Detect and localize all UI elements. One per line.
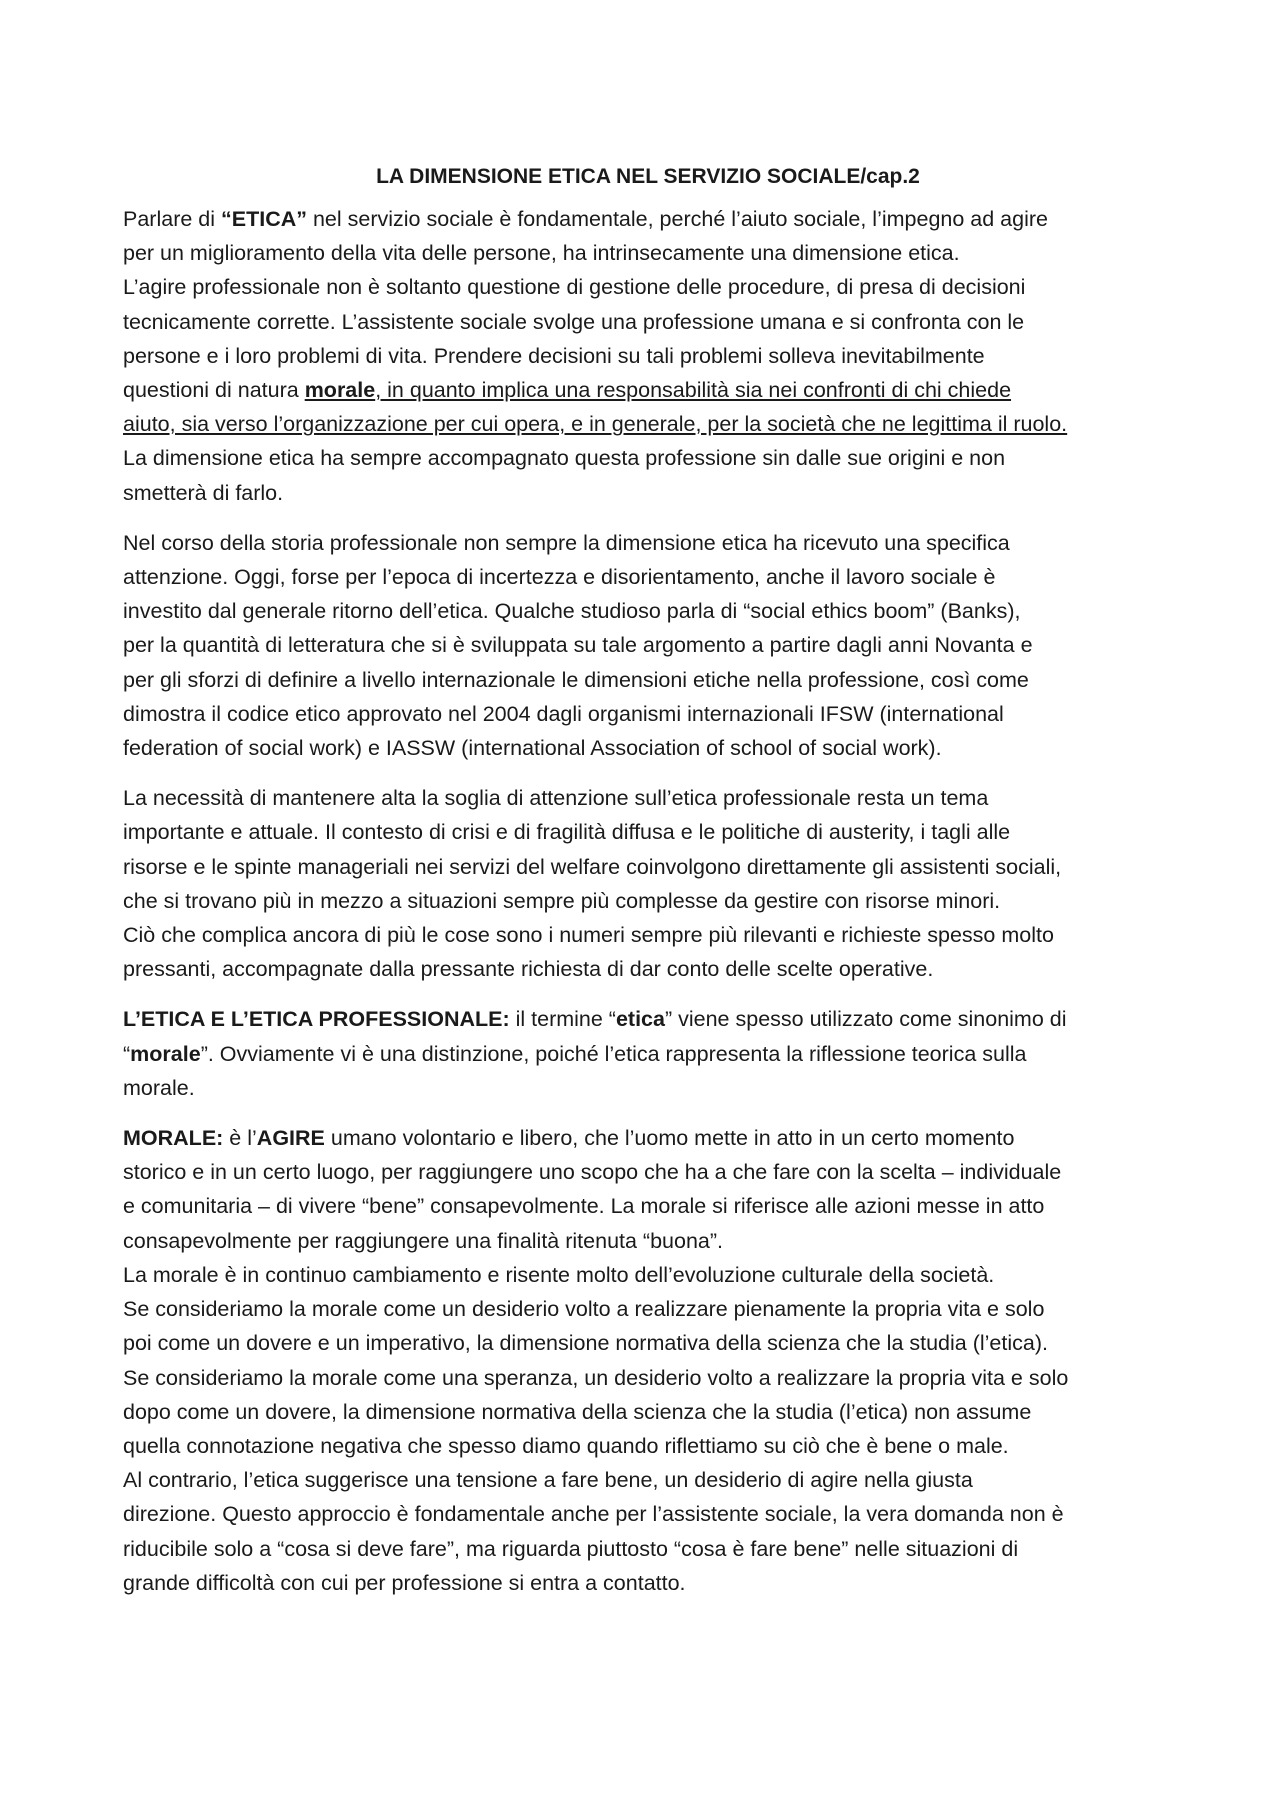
text-line: riducibile solo a “cosa si deve fare”, ma riguarda piuttosto “cosa è fare bene” nelle situazioni di: [123, 1536, 1019, 1561]
text-line: per la quantità di letteratura che si è sviluppata su tale argomento a partire dagli anni Novanta e: [123, 633, 1033, 658]
text-line: pressanti, accompagnate dalla pressante richiesta di dar conto delle scelte operative.: [123, 957, 934, 982]
underlined-text: [305, 378, 1011, 402]
text-line: Ciò che complica ancora di più le cose sono i numeri sempre più rilevanti e richieste spesso molto: [123, 923, 1054, 948]
text-line: La dimensione etica ha sempre accompagnato questa professione sin dalle sue origini e non: [123, 446, 1006, 471]
text-line: investito dal generale ritorno dell’etica. Qualche studioso parla di “social ethics boom” (Banks),: [123, 599, 1021, 624]
text-line: tecnicamente corrette. L’assistente sociale svolge una professione umana e si confronta con le: [123, 309, 1025, 334]
text-line: risorse e le spinte manageriali nei servizi del welfare coinvolgono direttamente gli assistenti sociali,: [123, 854, 1062, 879]
paragraph-necessita-attenzione: [123, 781, 1173, 986]
text-line: dopo come un dovere, la dimensione normativa della scienza che la studia (l’etica) non assume: [123, 1399, 1032, 1424]
text-line: [123, 407, 1173, 441]
paragraph-storia-professionale: [123, 526, 1173, 765]
text-line: dimostra il codice etico approvato nel 2004 dagli organismi internazionali IFSW (international: [123, 701, 1004, 726]
bold-term-etica: etica: [615, 1007, 665, 1032]
text-line: che si trovano più in mezzo a situazioni sempre più complesse da gestire con risorse minori.: [123, 888, 1001, 913]
text-line: morale.: [123, 1075, 195, 1100]
text-line: storico e in un certo luogo, per raggiungere uno scopo che ha a che fare con la scelta – individuale: [123, 1160, 1062, 1185]
text-line: grande difficoltà con cui per professione si entra a contatto.: [123, 1570, 686, 1595]
text-line: [123, 202, 1173, 236]
text-line: e comunitaria – di vivere “bene” consapevolmente. La morale si riferisce alle azioni messe in atto: [123, 1194, 1045, 1219]
text-line: direzione. Questo approccio è fondamentale anche per l’assistente sociale, la vera domanda non è: [123, 1502, 1064, 1527]
section-heading: L’ETICA E L’ETICA PROFESSIONALE:: [123, 1007, 510, 1032]
document-title: LA DIMENSIONE ETICA NEL SERVIZIO SOCIALE/cap.2: [376, 165, 920, 188]
text-line: attenzione. Oggi, forse per l’epoca di incertezza e disorientamento, anche il lavoro sociale è: [123, 565, 996, 590]
paragraph-etica-professionale: [123, 1002, 1173, 1105]
text-line: La necessità di mantenere alta la soglia di attenzione sull’etica professionale resta un tema: [123, 786, 989, 811]
text-run: “: [123, 1041, 131, 1066]
text-run: il termine “: [509, 1007, 616, 1032]
text-line: per gli sforzi di definire a livello internazionale le dimensioni etiche nella professione, così come: [123, 667, 1029, 692]
text-run: è l’: [223, 1126, 257, 1151]
bold-term-morale: morale: [130, 1041, 201, 1066]
text-run: questioni di natura: [123, 378, 305, 403]
text-run: ” viene spesso utilizzato come sinonimo di: [664, 1007, 1067, 1032]
text-line: Se consideriamo la morale come una speranza, un desiderio volto a realizzare la propria vita e solo: [123, 1365, 1069, 1390]
text-line: persone e i loro problemi di vita. Prendere decisioni su tali problemi solleva inevitabilmente: [123, 343, 985, 368]
text-line: federation of social work) e IASSW (international Association of school of social work).: [123, 736, 942, 761]
text-line: La morale è in continuo cambiamento e risente molto dell’evoluzione culturale della società.: [123, 1262, 995, 1287]
text-line: [123, 1037, 1173, 1071]
text-line: Al contrario, l’etica suggerisce una tensione a fare bene, un desiderio di agire nella giusta: [123, 1468, 973, 1493]
text-line: Nel corso della storia professionale non sempre la dimensione etica ha ricevuto una specifica: [123, 530, 1010, 555]
text-line: [123, 1121, 1173, 1155]
text-run: , in quanto implica una responsabilità sia nei confronti di chi chiede: [375, 378, 1012, 403]
text-line: quella connotazione negativa che spesso diamo quando riflettiamo su ciò che è bene o male.: [123, 1433, 1009, 1458]
bold-term-agire: AGIRE: [256, 1126, 325, 1151]
text-run: nel servizio sociale è fondamentale, perché l’aiuto sociale, l’impegno ad agire: [307, 207, 1048, 231]
text-line: Se consideriamo la morale come un desiderio volto a realizzare pienamente la propria vita e solo: [123, 1297, 1045, 1322]
text-line: per un miglioramento della vita delle persone, ha intrinsecamente una dimensione etica.: [123, 241, 960, 266]
text-line: [123, 373, 1173, 407]
document-page: [123, 160, 1173, 1616]
underlined-text: aiuto, sia verso l’organizzazione per cui opera, e in generale, per la società che ne legittima il ruolo.: [123, 412, 1068, 437]
text-line: consapevolmente per raggiungere una finalità ritenuta “buona”.: [123, 1228, 724, 1253]
text-line: [123, 1002, 1173, 1036]
text-line: poi come un dovere e un imperativo, la dimensione normativa della scienza che la studia (l’etica).: [123, 1331, 1048, 1356]
text-line: L’agire professionale non è soltanto questione di gestione delle procedure, di presa di decisioni: [123, 275, 1026, 300]
bold-term-morale: morale: [304, 378, 376, 403]
text-run: ”. Ovviamente vi è una distinzione, poiché l’etica rappresenta la riflessione teorica sulla: [200, 1041, 1027, 1066]
text-run: umano volontario e libero, che l’uomo mette in atto in un certo momento: [324, 1126, 1015, 1151]
section-heading: MORALE:: [123, 1126, 224, 1151]
bold-term-etica: “ETICA”: [221, 207, 307, 231]
paragraph-morale: [123, 1121, 1173, 1600]
text-run: Parlare di: [123, 207, 221, 231]
text-line: importante e attuale. Il contesto di crisi e di fragilità diffusa e le politiche di austerity, i tagli alle: [123, 820, 1011, 845]
text-line: smetterà di farlo.: [123, 480, 284, 505]
paragraph-etica-intro: [123, 202, 1173, 510]
